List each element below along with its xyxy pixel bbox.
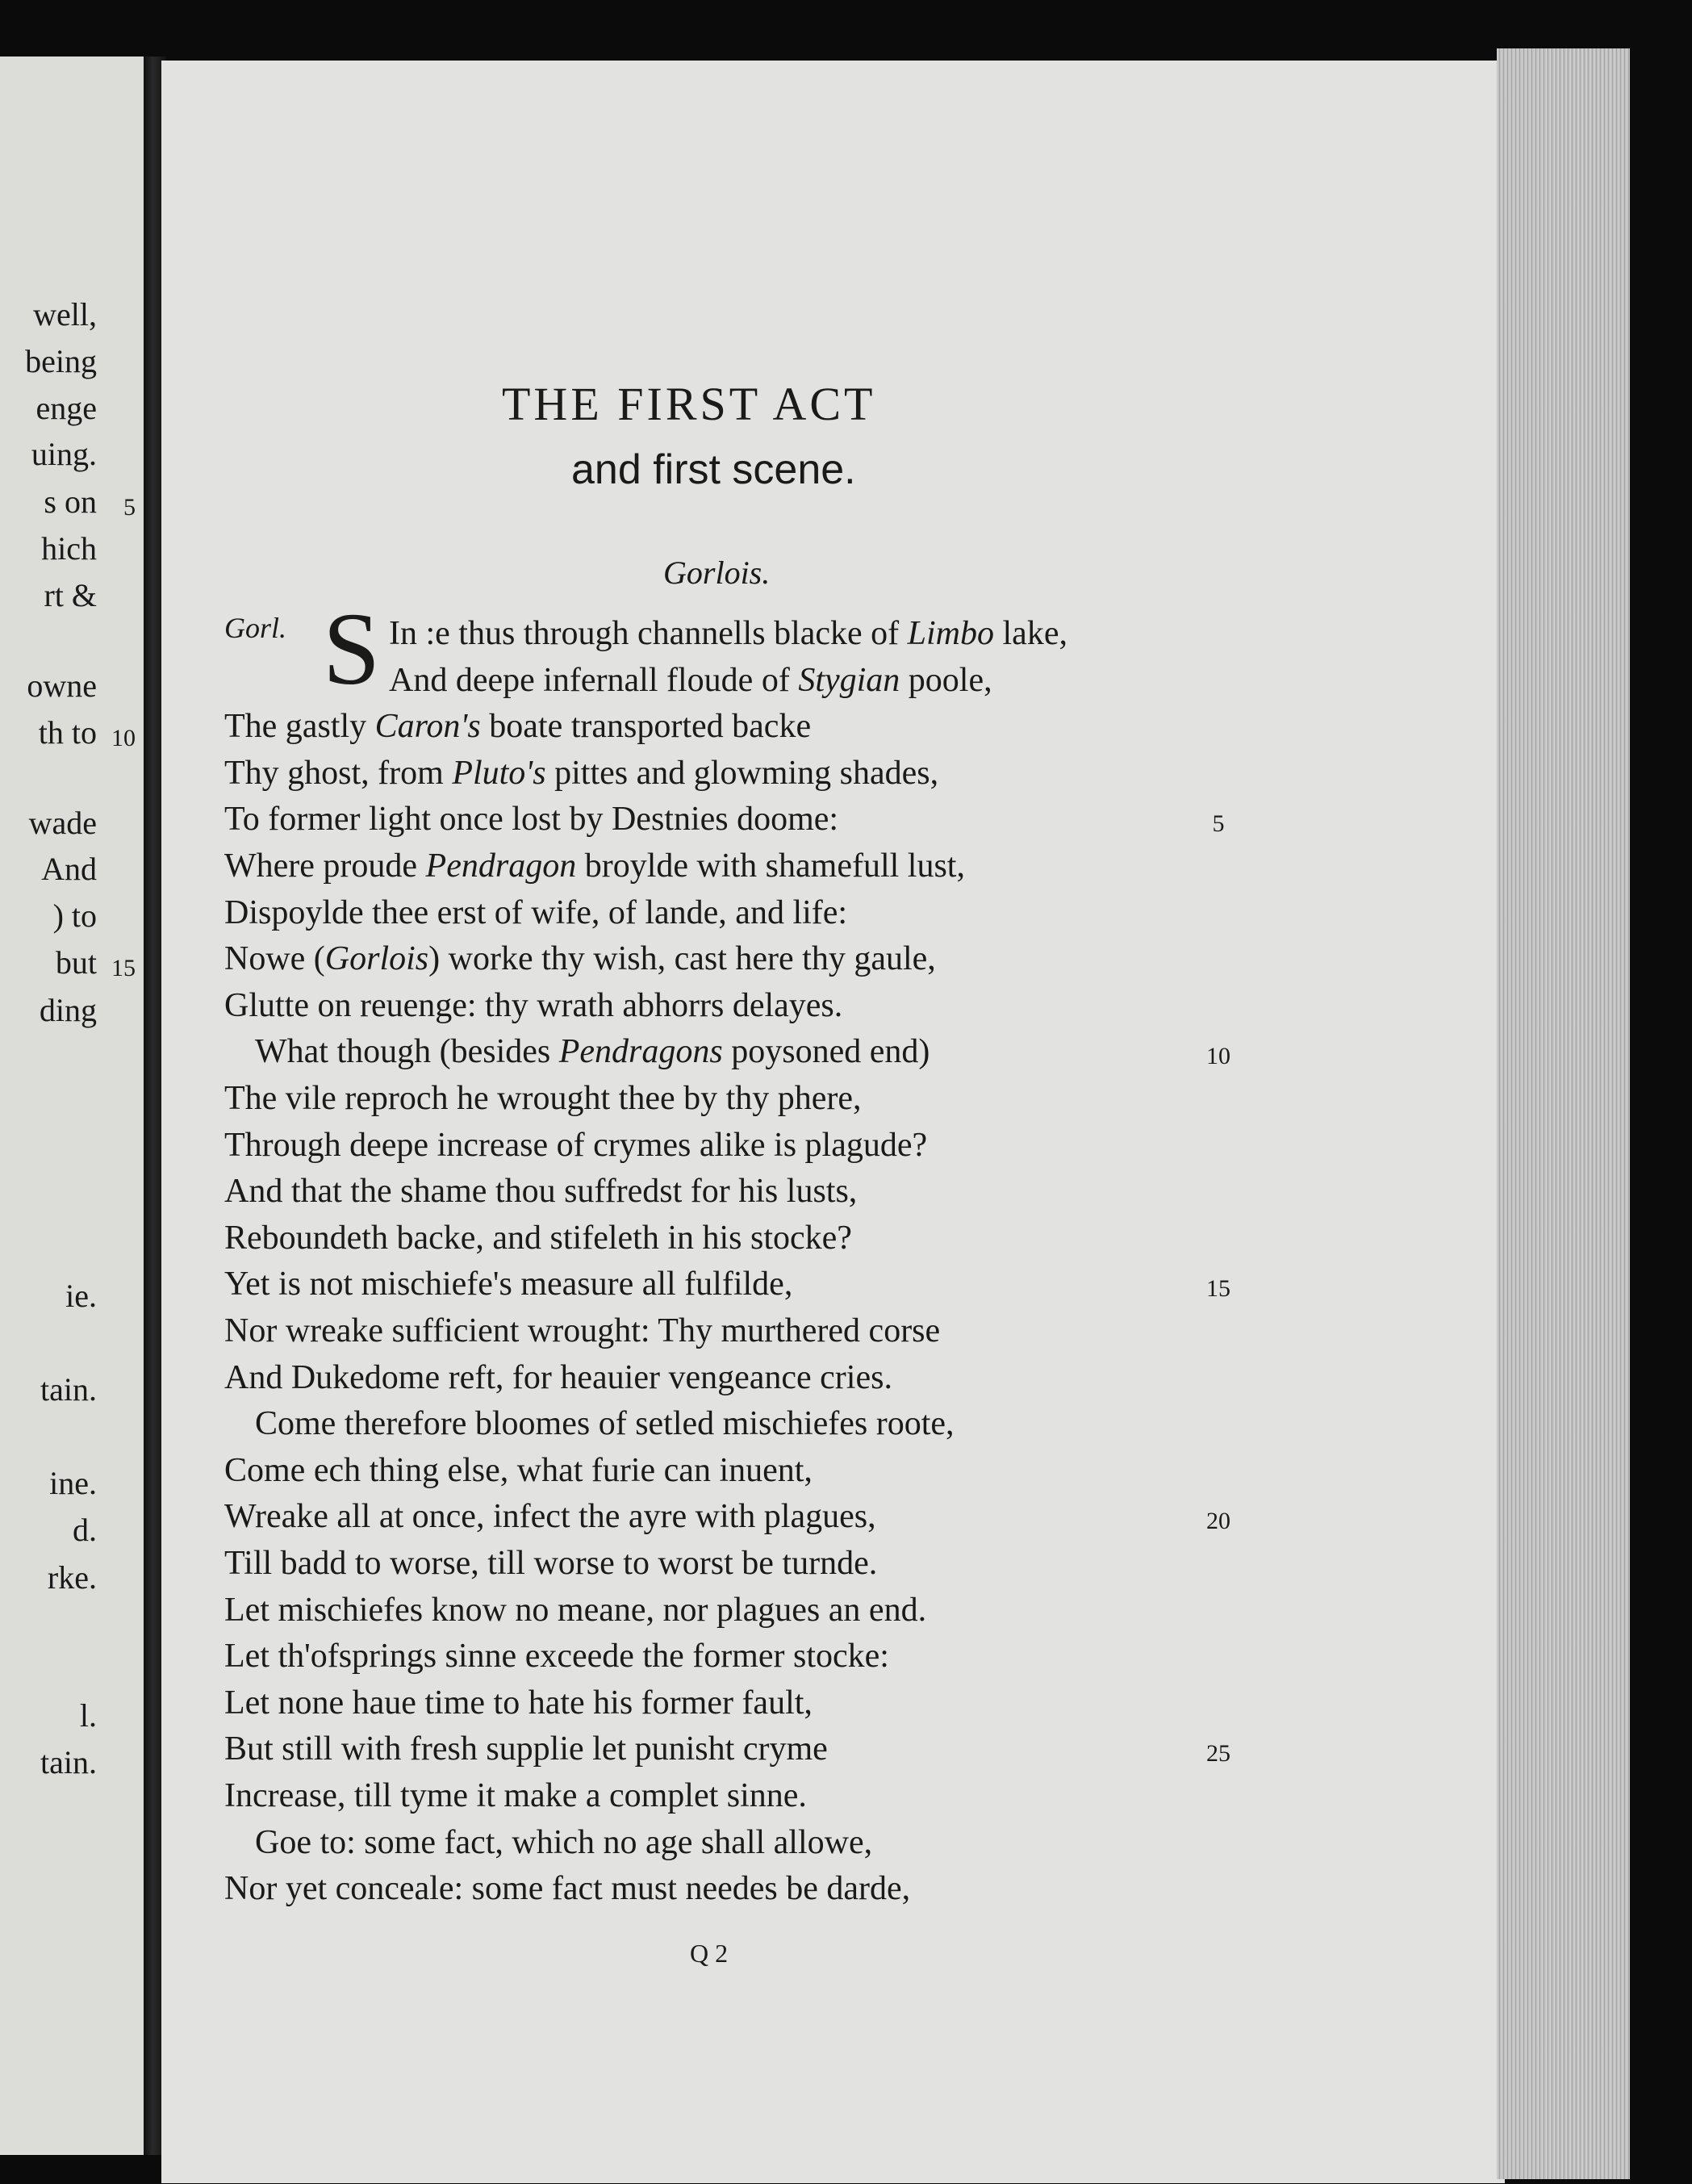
verse-line [224,1221,852,1255]
verse-line [224,1779,807,1813]
verse-line [224,1174,857,1208]
left-page [0,56,144,2155]
verse-line [224,1128,927,1162]
verse-text: And deepe infernall floude of [389,662,799,699]
verse-line [224,989,842,1023]
left-page-line: being [25,343,97,379]
verse-text: What though (besides [255,1033,559,1070]
left-page-line: ding [39,992,97,1028]
verse-text: poole, [900,662,992,699]
left-page-line: well, [33,296,97,333]
verse-text: Where proude [224,847,426,885]
verse-italic-text: Stygian [798,662,900,699]
speaker-heading: Gorlois. [663,554,771,591]
left-page-line: And [41,851,97,887]
verse-line [224,1454,813,1487]
line-number: 20 [1206,1508,1230,1534]
verse-text: ) worke thy wish, cast here thy gaule, [428,940,936,977]
verse-text: Yet is not mischiefe's measure all fulfilde, [224,1266,793,1303]
left-page-line: wade [28,805,97,841]
verse-text: Wreake all at once, infect the ayre with plagues, [224,1498,876,1535]
verse-line [224,802,838,836]
verse-italic-text: Pendragon [425,847,577,885]
page-edges [1497,48,1630,2179]
verse-line [224,1593,926,1627]
verse-italic-text: Gorlois [324,940,429,977]
verse-text: Dispoylde thee erst of wife, of lande, and life: [224,894,848,931]
scene-subtitle: and first scene. [571,446,856,493]
act-title: THE FIRST ACT [502,378,876,430]
line-number: 15 [1206,1275,1230,1302]
verse-text: Nor yet conceale: some fact must needes be darde, [224,1870,911,1907]
verse-text: To former light once lost by Destnies doome: [224,801,839,838]
verse-text: The gastly [224,708,375,745]
speaker-prefix: Gorl. [224,612,287,644]
edge-shadow [1630,48,1692,2179]
left-line-number: 10 [111,725,136,751]
left-page-line: th to [38,714,97,751]
verse-line [224,849,965,883]
verse-text: Come ech thing else, what furie can inuent, [224,1452,813,1489]
verse-line [389,617,1067,651]
verse-line [255,1035,930,1069]
verse-text: poysoned end) [722,1033,930,1070]
drop-cap: S [323,592,381,706]
line-number: 5 [1212,810,1225,837]
verse-line [224,1546,877,1580]
line-number: 10 [1206,1043,1230,1069]
signature-mark: Q 2 [690,1939,729,1968]
verse-text: And that the shame thou suffredst for his lusts, [224,1173,858,1210]
left-page-line: ine. [49,1465,97,1501]
line-number: 25 [1206,1740,1230,1767]
left-page-line: but [55,944,97,981]
left-page-line: rt & [44,577,97,613]
verse-line [224,756,938,790]
verse-text: Let mischiefes know no meane, nor plagues an end. [224,1592,927,1629]
verse-italic-text: Pluto's [452,755,546,792]
verse-text: In :e thus through channells blacke of [389,615,908,652]
verse-text: Through deepe increase of crymes alike is plagude? [224,1127,928,1164]
left-page-line: uing. [31,436,97,472]
verse-line [224,1082,862,1115]
left-page-line: hich [41,530,97,567]
left-page-line: ) to [52,897,97,934]
verse-text: Reboundeth backe, and stifeleth in his stocke? [224,1220,852,1257]
verse-text: Nor wreake sufficient wrought: Thy murthered corse [224,1312,941,1349]
verse-text: Increase, till tyme it make a complet sinne. [224,1777,807,1814]
verse-line [224,709,811,743]
verse-line [224,1686,813,1720]
verse-text: Goe to: some fact, which no age shall allowe, [255,1824,873,1861]
verse-text: Let th'ofsprings sinne exceede the former stocke: [224,1638,889,1675]
verse-text: Let none haue time to hate his former fault, [224,1684,813,1722]
verse-text: And Dukedome reft, for heauier vengeance cries. [224,1359,892,1396]
left-line-number: 5 [123,494,136,521]
verse-line [224,896,847,930]
left-page-line: rke. [47,1559,97,1596]
left-page-line: ie. [65,1278,97,1314]
verse-line [224,1639,889,1673]
left-page-line: tain. [40,1371,97,1408]
verse-line [224,1314,940,1348]
verse-text: boate transported backe [480,708,812,745]
verse-line [389,663,992,697]
verse-line [224,1267,792,1301]
verse-line [224,942,936,976]
verse-text: The vile reproch he wrought thee by thy phere, [224,1080,862,1117]
left-page-line: enge [36,390,97,426]
left-page-line: owne [27,667,97,704]
verse-italic-text: Limbo [907,615,995,652]
verse-line [224,1732,828,1766]
left-page-line: s on [44,483,97,520]
verse-line [255,1407,955,1441]
left-page-line: l. [79,1697,97,1734]
verse-text: But still with fresh supplie let punisht cryme [224,1730,828,1768]
verse-line [255,1826,872,1860]
verse-text: Come therefore bloomes of setled mischiefes roote, [255,1405,955,1442]
verse-text: lake, [994,615,1067,652]
verse-text: broylde with shamefull lust, [576,847,965,885]
verse-line [224,1872,910,1906]
left-page-line: tain. [40,1744,97,1780]
verse-line [224,1361,892,1395]
verse-text: pittes and glowming shades, [545,755,939,792]
left-page-line: d. [73,1512,97,1548]
left-line-number: 15 [111,955,136,981]
verse-italic-text: Pendragons [558,1033,723,1070]
verse-italic-text: Caron's [374,708,481,745]
verse-line [224,1500,876,1533]
verse-text: Thy ghost, from [224,755,453,792]
verse-text: Nowe ( [224,940,325,977]
verse-text: Till badd to worse, till worse to worst be turnde. [224,1545,878,1582]
verse-text: Glutte on reuenge: thy wrath abhorrs delayes. [224,987,843,1024]
